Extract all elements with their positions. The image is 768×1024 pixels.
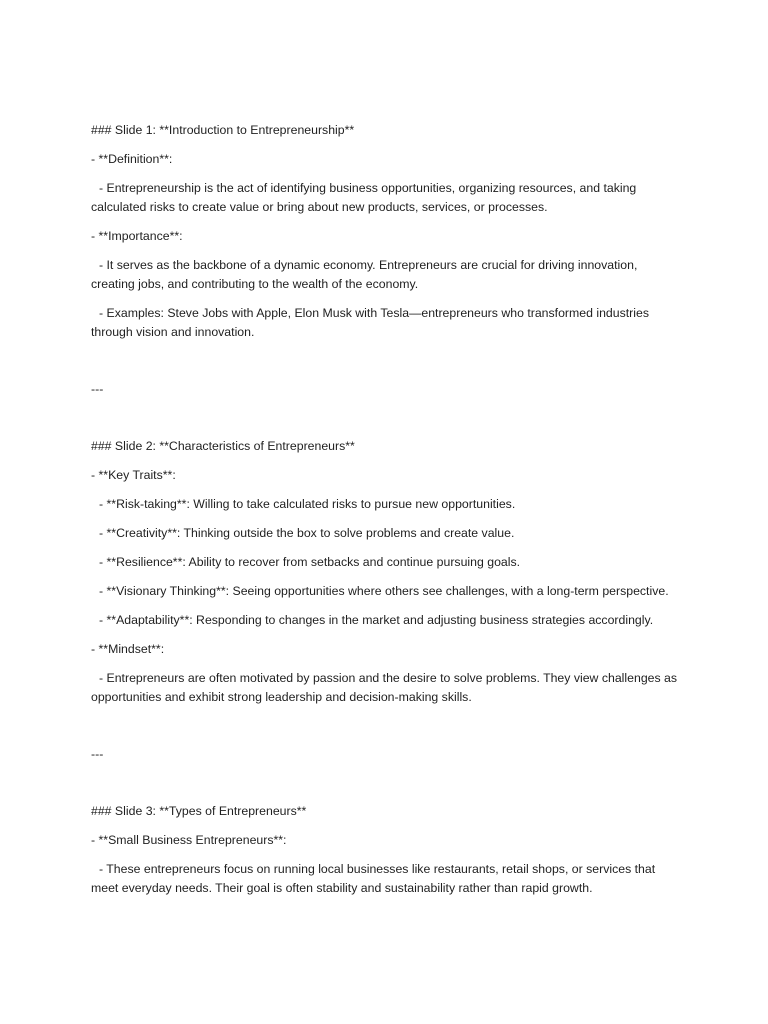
slide2-trait-item: - **Adaptability**: Responding to changes in the market and adjusting business strategies accordingly. [99,613,654,627]
separator-2: --- [91,747,104,761]
slide3-small-business-text: - These entrepreneurs focus on running local businesses like restaurants, retail shops, or services that meet everyday needs. Their goal is often stability and sustainability rather than rapid growth. [91,862,659,895]
separator-1: --- [91,382,104,396]
slide3-small-business-label: - **Small Business Entrepreneurs**: [91,833,287,847]
slide1-importance-text: - It serves as the backbone of a dynamic economy. Entrepreneurs are crucial for driving innovation, creating jobs, and contributing to the wealth of the economy. [91,258,641,291]
slide1-importance-label: - **Importance**: [91,229,183,243]
slide2-mindset-label: - **Mindset**: [91,642,165,656]
slide2-trait-item: - **Visionary Thinking**: Seeing opportunities where others see challenges, with a long-term perspective. [99,584,669,598]
document-body [91,121,681,898]
slide1-definition-label: - **Definition**: [91,152,173,166]
slide2-heading: ### Slide 2: **Characteristics of Entrepreneurs** [91,439,355,453]
slide2-trait-item: - **Creativity**: Thinking outside the box to solve problems and create value. [99,526,515,540]
slide2-trait-item: - **Risk-taking**: Willing to take calculated risks to pursue new opportunities. [99,497,516,511]
slide2-traits-label: - **Key Traits**: [91,468,176,482]
slide2-trait-item: - **Resilience**: Ability to recover from setbacks and continue pursuing goals. [99,555,521,569]
slide1-examples-text: - Examples: Steve Jobs with Apple, Elon Musk with Tesla—entrepreneurs who transformed industries through vision and innovation. [91,306,653,339]
slide2-mindset-text: - Entrepreneurs are often motivated by passion and the desire to solve problems. They view challenges as opportunities and exhibit strong leadership and decision-making skills. [91,671,681,704]
slide1-definition-text: - Entrepreneurship is the act of identifying business opportunities, organizing resources, and taking calculated risks to create value or bring about new products, services, or processes. [91,181,640,214]
slide1-heading: ### Slide 1: **Introduction to Entrepreneurship** [91,123,355,137]
slide3-heading: ### Slide 3: **Types of Entrepreneurs** [91,804,307,818]
